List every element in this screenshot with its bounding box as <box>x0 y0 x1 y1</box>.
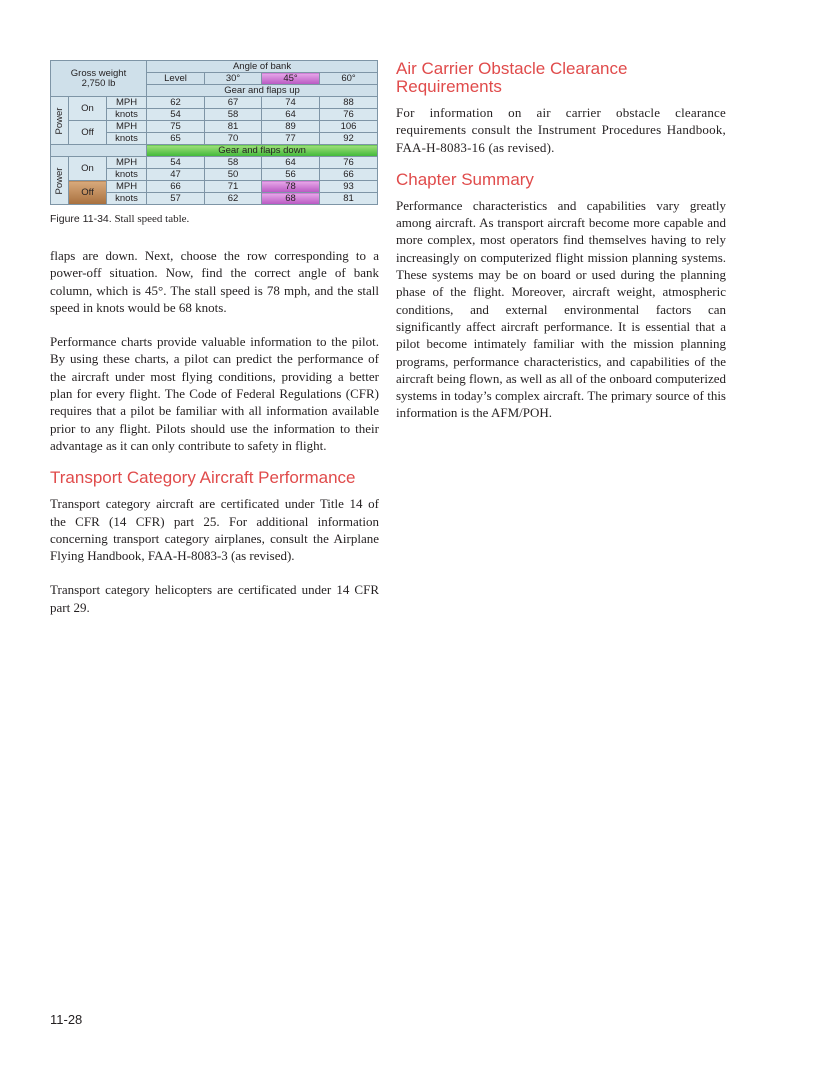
table-cell: 62 <box>147 97 205 109</box>
section-heading: Transport Category Aircraft Performance <box>50 468 356 488</box>
table-cell: 71 <box>205 181 262 193</box>
section-gear-up: Gear and flaps up <box>147 85 378 97</box>
body-paragraph: Performance characteristics and capabilities vary greatly among aircraft. As transport aircraft become more capable and more complex, most operators find themselves having to rely increasingly on computerized flight mission planning systems. These systems may be on board or used during the planning phase of the flight. Moreover, aircraft weight, atmospheric conditions, and external environmental factors can significantly affect aircraft performance. It is essential that a pilot become intimately familiar with the mission planning programs, performance characteristics, and capabilities of the aircraft being flown, as well as all of the onboard computerized systems in today’s complex aircraft. The primary source of this information is the AFM/POH. <box>396 197 726 421</box>
angle-level: Level <box>147 73 205 85</box>
section-heading: Chapter Summary <box>396 169 534 189</box>
unit-label: MPH <box>107 97 147 109</box>
table-cell: 58 <box>205 157 262 169</box>
figure-caption-text: Stall speed table. <box>114 213 190 225</box>
table-cell: 47 <box>147 169 205 181</box>
table-cell: 54 <box>147 157 205 169</box>
unit-label: MPH <box>107 181 147 193</box>
table-row <box>51 97 378 109</box>
table-cell: 57 <box>147 193 205 205</box>
table-cell: 77 <box>262 133 320 145</box>
table-cell: 106 <box>320 121 378 133</box>
left-column <box>50 60 379 616</box>
table-row <box>51 121 378 133</box>
table-cell: 93 <box>320 181 378 193</box>
angle-45: 45° <box>262 73 320 85</box>
table-cell: 65 <box>147 133 205 145</box>
table-cell: 81 <box>205 121 262 133</box>
unit-label: MPH <box>107 121 147 133</box>
body-paragraph: For information on air carrier obstacle clearance requirements consult the Instrument Procedures Handbook, FAA-H-8083-16 (as revised). <box>396 105 726 155</box>
power-label-up: Power <box>51 97 69 145</box>
gross-weight-value: 2,750 lb <box>81 77 116 89</box>
table-cell: 81 <box>320 193 378 205</box>
table-cell: 56 <box>262 169 320 181</box>
page-number: 11-28 <box>50 1012 83 1027</box>
power-on-label: On <box>69 97 107 121</box>
table-cell: 66 <box>320 169 378 181</box>
table-cell: 64 <box>262 157 320 169</box>
angle-60: 60° <box>320 73 378 85</box>
body-paragraph: Performance charts provide valuable information to the pilot. By using these charts, a pilot can predict the performance of the aircraft under most flying conditions, providing a better plan for every flight. The Code of Federal Regulations (CFR) requires that a pilot be familiar with all information available prior to any flight. Pilots should use the information to their advantage as it can only contribute to safety in flight. <box>50 334 379 453</box>
right-column <box>396 60 726 422</box>
section-spacer <box>51 145 147 157</box>
table-cell-highlight: 78 <box>262 181 320 193</box>
power-on-label: On <box>69 157 107 181</box>
unit-label: knots <box>107 169 147 181</box>
angle-30: 30° <box>205 73 262 85</box>
body-paragraph: Transport category aircraft are certificated under Title 14 of the CFR (14 CFR) part 25. For additional information concerning transport category airplanes, consult the Airplane Flying Handbook, FAA-H-8083-3 (as revised). <box>50 496 379 564</box>
body-paragraph: flaps are down. Next, choose the row corresponding to a power-off situation. Now, find the correct angle of bank column, which is 45°. The stall speed is 78 mph, and the stall speed in knots would be 68 knots. <box>50 248 379 315</box>
table-cell: 67 <box>205 97 262 109</box>
table-cell: 66 <box>147 181 205 193</box>
unit-label: knots <box>107 109 147 121</box>
table-cell: 50 <box>205 169 262 181</box>
table-cell: 74 <box>262 97 320 109</box>
table-cell: 75 <box>147 121 205 133</box>
table-cell: 76 <box>320 157 378 169</box>
power-label-down: Power <box>51 157 69 205</box>
unit-label: knots <box>107 133 147 145</box>
section-heading: Air Carrier Obstacle Clearance Requirements <box>396 59 628 96</box>
table-cell: 58 <box>205 109 262 121</box>
table-cell: 54 <box>147 109 205 121</box>
table-cell: 76 <box>320 109 378 121</box>
table-row <box>51 157 378 169</box>
figure-caption <box>50 213 379 225</box>
gross-weight-label: Gross weight <box>70 67 127 79</box>
table-cell: 88 <box>320 97 378 109</box>
figure-label: Figure 11-34. <box>50 213 112 225</box>
table-cell: 62 <box>205 193 262 205</box>
table-cell: 89 <box>262 121 320 133</box>
unit-label: MPH <box>107 157 147 169</box>
table-cell: 92 <box>320 133 378 145</box>
power-off-label-highlight: Off <box>69 181 107 205</box>
section-gear-down: Gear and flaps down <box>147 145 378 157</box>
table-cell: 64 <box>262 109 320 121</box>
angle-of-bank-header: Angle of bank <box>147 61 378 73</box>
unit-label: knots <box>107 193 147 205</box>
table-cell: 70 <box>205 133 262 145</box>
stall-speed-table <box>50 60 378 205</box>
table-cell-highlight: 68 <box>262 193 320 205</box>
table-row <box>51 181 378 193</box>
gross-weight-cell <box>51 61 147 97</box>
body-paragraph: Transport category helicopters are certificated under 14 CFR part 29. <box>50 582 379 615</box>
power-off-label: Off <box>69 121 107 145</box>
